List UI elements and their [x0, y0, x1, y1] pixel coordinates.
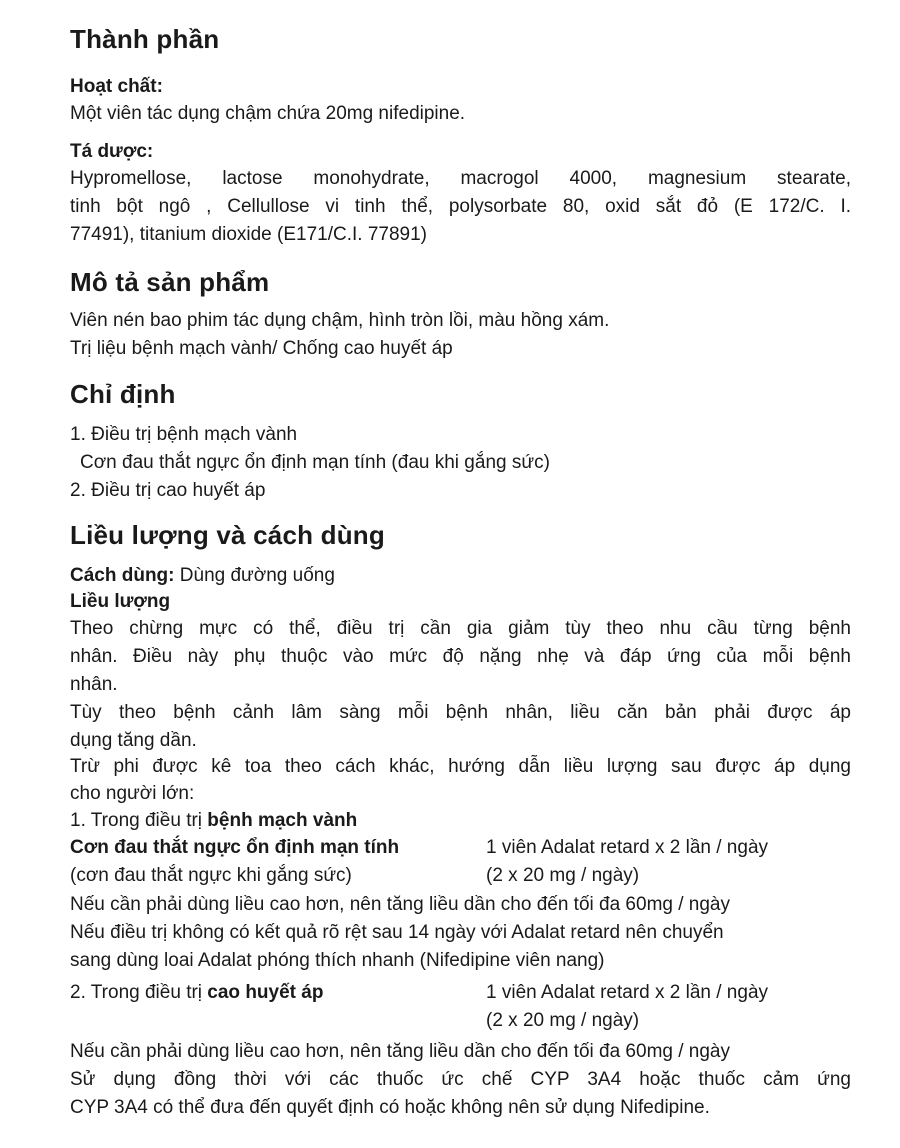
text-dosage-paragraph-line: nhân.	[70, 674, 118, 695]
label-excipients: Tá dược:	[70, 141, 154, 162]
text-excipients-line: Hypromellose, lactose monohydrate, macrogol 4000, magnesium stearate,	[70, 168, 851, 189]
text-dosage-paragraph-line: Nếu cần phải dùng liều cao hơn, nên tăng liều dần cho đến tối đa 60mg / ngày	[70, 1041, 730, 1062]
label-dosage: Liều lượng	[70, 591, 171, 612]
text-usage	[70, 565, 335, 587]
heading-indications: Chỉ định	[70, 379, 176, 409]
text-dosage-paragraph-line: Nếu điều trị không có kết quả rõ rệt sau 14 ngày với Adalat retard nên chuyển	[70, 922, 724, 943]
text-item-emphasis: cao huyết áp	[207, 982, 324, 1003]
text-active-ingredient: Một viên tác dụng chậm chứa 20mg nifedipine.	[70, 103, 466, 124]
text-description-line: Viên nén bao phim tác dụng chậm, hình tròn lồi, màu hồng xám.	[70, 310, 610, 331]
text-indication-line: 1. Điều trị bệnh mạch vành	[70, 424, 298, 445]
text-excipients-line: 77491), titanium dioxide (E171/C.I. 77891)	[70, 224, 427, 245]
text-dosage-paragraph-line: sang dùng loai Adalat phóng thích nhanh (Nifedipine viên nang)	[70, 950, 605, 971]
text-dosage-paragraph-line: cho người lớn:	[70, 783, 195, 804]
text-dose-line: (2 x 20 mg / ngày)	[486, 1010, 640, 1031]
text-usage-value: Dùng đường uống	[174, 565, 335, 586]
heading-dosage-administration: Liều lượng và cách dùng	[70, 520, 385, 550]
text-dosage-paragraph-line: CYP 3A4 có thể đưa đến quyết định có hoặc không nên sử dụng Nifedipine.	[70, 1097, 710, 1118]
text-treatment-item-1	[70, 810, 357, 832]
text-treatment-item-2	[70, 982, 323, 1004]
text-item-prefix: 2. Trong điều trị	[70, 982, 208, 1003]
text-item-emphasis: bệnh mạch vành	[207, 810, 358, 831]
text-indication-line: 2. Điều trị cao huyết áp	[70, 480, 266, 501]
text-dosage-paragraph-line: Tùy theo bệnh cảnh lâm sàng mỗi bệnh nhân, liều căn bản phải được áp	[70, 702, 851, 723]
text-dose-line: 1 viên Adalat retard x 2 lần / ngày	[486, 982, 769, 1003]
text-dose-line: 1 viên Adalat retard x 2 lần / ngày	[486, 837, 769, 858]
text-description-line: Trị liệu bệnh mạch vành/ Chống cao huyết áp	[70, 338, 453, 359]
text-angina-note: (cơn đau thắt ngực khi gắng sức)	[70, 865, 352, 886]
label-usage: Cách dùng:	[70, 565, 175, 586]
text-item-prefix: 1. Trong điều trị	[70, 810, 208, 831]
text-dosage-paragraph-line: nhân. Điều này phụ thuộc vào mức độ nặng nhẹ và đáp ứng của mỗi bệnh	[70, 646, 851, 667]
text-dose-line: (2 x 20 mg / ngày)	[486, 865, 640, 886]
text-dosage-paragraph-line: dụng tăng dần.	[70, 730, 197, 751]
text-indication-line: Cơn đau thắt ngực ổn định mạn tính (đau khi gắng sức)	[80, 452, 550, 473]
text-dosage-paragraph-line: Nếu cần phải dùng liều cao hơn, nên tăng liều dần cho đến tối đa 60mg / ngày	[70, 894, 730, 915]
label-active-ingredient: Hoạt chất:	[70, 76, 163, 97]
heading-composition: Thành phần	[70, 24, 220, 54]
text-dosage-paragraph-line: Sử dụng đồng thời với các thuốc ức chế CYP 3A4 hoặc thuốc cảm ứng	[70, 1069, 851, 1090]
text-dosage-paragraph-line: Theo chừng mực có thể, điều trị cần gia giảm tùy theo nhu cầu từng bệnh	[70, 618, 851, 639]
text-dosage-paragraph-line: Trừ phi được kê toa theo cách khác, hướng dẫn liều lượng sau được áp dụng	[70, 756, 851, 777]
heading-product-description: Mô tả sản phẩm	[70, 267, 270, 297]
text-angina-label: Cơn đau thắt ngực ổn định mạn tính	[70, 837, 400, 858]
text-excipients-line: tinh bột ngô , Cellullose vi tinh thể, polysorbate 80, oxid sắt đỏ (E 172/C. I.	[70, 196, 851, 217]
